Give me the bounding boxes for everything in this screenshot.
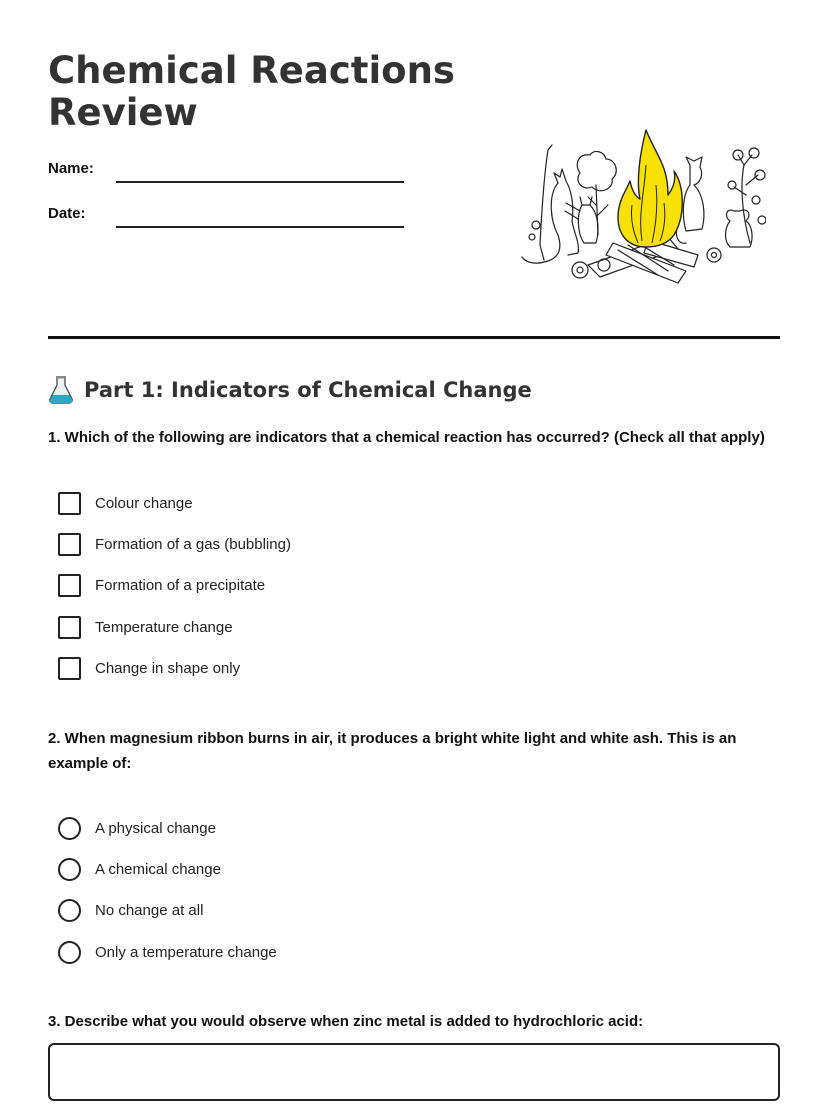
checkbox[interactable] (58, 533, 81, 556)
q1-option-3[interactable] (58, 573, 265, 597)
section-divider (48, 336, 780, 339)
q1-option-4-label: Temperature change (95, 618, 233, 636)
name-label: Name: (48, 160, 94, 177)
checkbox[interactable] (58, 616, 81, 639)
q3-answer-box[interactable] (48, 1043, 780, 1101)
checkbox[interactable] (58, 574, 81, 597)
flask-icon (48, 375, 74, 405)
date-line[interactable] (116, 226, 404, 228)
worksheet-title (48, 50, 468, 134)
q1-option-2[interactable] (58, 532, 291, 556)
q2-option-3-label: No change at all (95, 901, 204, 919)
q1-option-5-label: Change in shape only (95, 659, 241, 677)
radio-button[interactable] (58, 941, 81, 964)
q1-option-2-label: Formation of a gas (bubbling) (95, 535, 291, 553)
part1-heading-text: Part 1: Indicators of Chemical Change (84, 378, 532, 402)
q2-option-1-label: A physical change (95, 819, 216, 837)
question-3-text: 3. Describe what you would observe when zinc metal is added to hydrochloric acid: (48, 1013, 644, 1030)
date-field[interactable] (48, 205, 408, 235)
q1-option-1-label: Colour change (95, 494, 193, 512)
checkbox[interactable] (58, 657, 81, 680)
name-line[interactable] (116, 181, 404, 183)
q1-option-5[interactable] (58, 656, 240, 680)
q2-option-3[interactable] (58, 898, 203, 922)
radio-button[interactable] (58, 858, 81, 881)
part1-heading (48, 374, 532, 406)
q1-option-1[interactable] (58, 491, 193, 515)
q2-option-1[interactable] (58, 816, 216, 840)
title-line-2: Review (48, 91, 198, 134)
checkbox[interactable] (58, 492, 81, 515)
q1-option-4[interactable] (58, 615, 233, 639)
q2-option-4-label: Only a temperature change (95, 943, 277, 961)
campfire-illustration-icon (518, 125, 766, 290)
q2-option-2-label: A chemical change (95, 860, 221, 878)
q2-option-2[interactable] (58, 857, 221, 881)
title-line-1: Chemical Reactions (48, 49, 455, 92)
q1-option-3-label: Formation of a precipitate (95, 576, 266, 594)
radio-button[interactable] (58, 817, 81, 840)
radio-button[interactable] (58, 899, 81, 922)
name-field[interactable] (48, 160, 408, 190)
q2-option-4[interactable] (58, 940, 277, 964)
question-2-text: 2. When magnesium ribbon burns in air, it produces a bright white light and white ash. This is an example of: (48, 730, 737, 772)
question-1-text: 1. Which of the following are indicators that a chemical reaction has occurred? (Check all that apply) (48, 429, 765, 446)
date-label: Date: (48, 205, 86, 222)
